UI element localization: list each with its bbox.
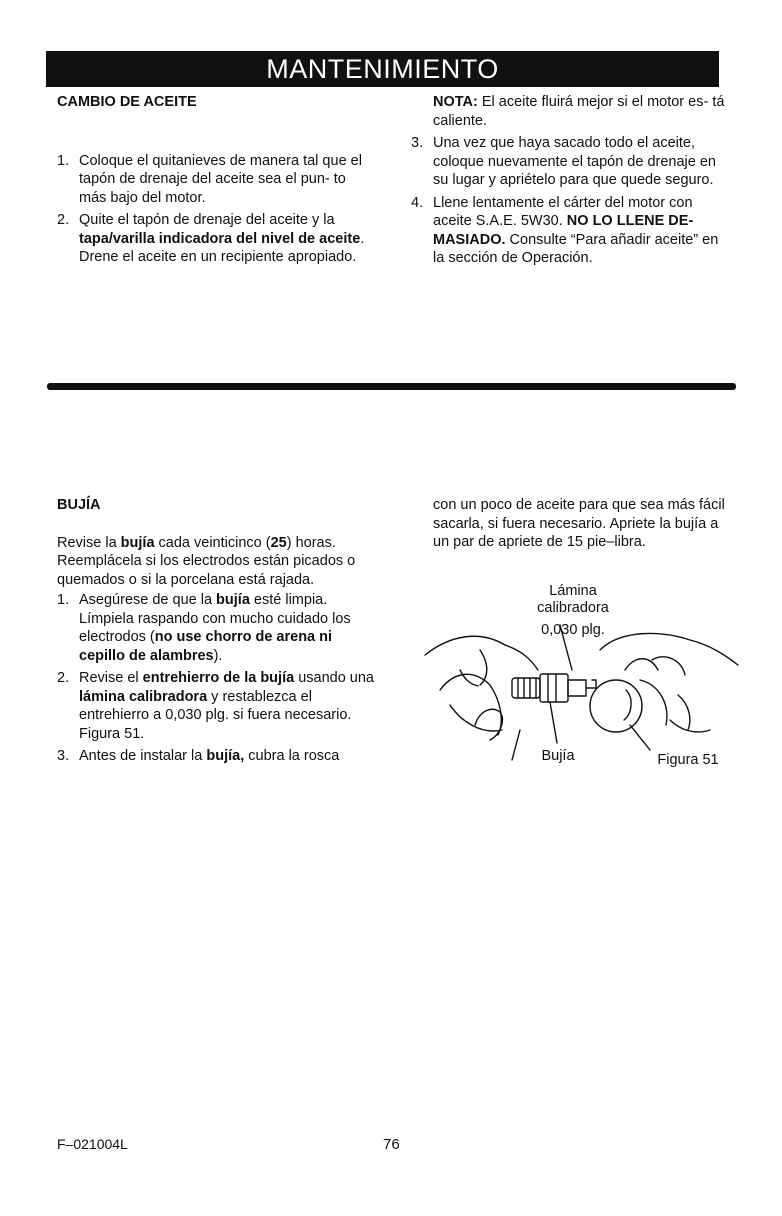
oil-heading: CAMBIO DE ACEITE — [57, 94, 197, 110]
step-text: Llene lentamente el cárter del motor con aceite S.A.E. 5W30. — [433, 194, 693, 229]
figure-caption: Figura 51 — [657, 752, 719, 768]
spark-continuation: con un poco de aceite para que sea más fácil sacarla, si fuera necesario. Apriete la bujía a un par de apriete de 15 pie–libra. — [433, 497, 725, 550]
spark-steps — [57, 591, 377, 766]
oil-step-3 — [411, 134, 731, 190]
step-text: Antes de instalar la — [79, 748, 207, 764]
section-banner: MANTENIMIENTO — [46, 51, 719, 87]
step-text: Consulte “Para añadir aceite” en la sección de Operación. — [433, 231, 719, 266]
step-number: 4. — [411, 194, 424, 211]
step-text: y restablezca el entrehierro a 0,030 plg. si fuera necesario. Figura 51. — [79, 688, 352, 742]
note-text: El aceite fluirá mejor si el motor es- tá caliente. — [433, 94, 725, 129]
gap-label: 0,030 plg. — [541, 622, 605, 638]
oil-left-column — [57, 93, 377, 271]
step-number: 1. — [57, 592, 70, 608]
oil-step-1 — [57, 152, 377, 208]
spark-step-3 — [57, 747, 377, 766]
gauge-label-line1: Lámina — [549, 583, 597, 599]
step-number: 3. — [57, 748, 70, 764]
section-divider — [47, 383, 736, 390]
intro-text: ) horas. Reemplácela si los electrodos están picados o quemados o si la porcelana está rajada. — [57, 534, 356, 588]
oil-step-4 — [411, 194, 731, 268]
step-text: Asegúrese de que la — [79, 592, 217, 608]
step-bold-text: NO LO LLENE DE- MASIADO. — [433, 213, 694, 248]
page-number: 76 — [383, 1136, 400, 1153]
step-text: esté limpia. Límpiela raspando con mucho cuidado los electrodos ( — [79, 592, 351, 645]
step-bold-text: lámina calibradora — [79, 688, 208, 705]
step-bold-text: bujía — [216, 592, 250, 608]
intro-bold: 25 — [270, 534, 287, 551]
step-text: Una vez que haya sacado todo el aceite, coloque nuevamente el tapón de drenaje en su lugar y apriételo para que quede seguro. — [433, 135, 716, 188]
oil-right-column — [411, 93, 731, 272]
oil-steps-right — [411, 134, 731, 268]
step-text: Quite el tapón de drenaje del aceite y la — [79, 212, 335, 228]
spark-left-column — [57, 496, 377, 770]
oil-steps-left — [57, 152, 377, 267]
note-label: NOTA: — [433, 94, 478, 110]
step-text: cubra la rosca — [244, 748, 340, 764]
step-text: usando una — [294, 670, 374, 686]
step-number: 1. — [57, 152, 70, 169]
step-number: 2. — [57, 670, 70, 686]
step-number: 3. — [411, 135, 424, 151]
step-text: Coloque el quitanieves de manera tal que el tapón de drenaje del aceite sea el pun- to más bajo del motor. — [79, 152, 362, 206]
plug-label: Bujía — [541, 748, 575, 764]
step-bold-text: tapa/varilla indicadora del nivel de aceite — [79, 230, 361, 247]
oil-note — [411, 93, 731, 130]
step-bold-text: entrehierro de la bujía — [142, 670, 295, 686]
spark-step-2 — [57, 669, 377, 743]
step-text: ). — [213, 647, 223, 664]
spark-heading: BUJÍA — [57, 497, 101, 513]
intro-text: cada veinticinco ( — [154, 534, 271, 551]
spark-right-column — [433, 496, 733, 552]
step-bold-text: bujía, — [206, 748, 245, 764]
spark-step-1 — [57, 591, 377, 665]
step-bold-text: no use chorro de arena ni cepillo de alambres — [79, 629, 333, 664]
step-text: . Drene el aceite en un recipiente apropiado. — [79, 230, 365, 265]
document-code: F–021004L — [57, 1136, 128, 1152]
step-text: Revise el — [79, 670, 143, 686]
gauge-label-line2: calibradora — [537, 600, 609, 616]
oil-step-2 — [57, 211, 377, 267]
intro-text: Revise la — [57, 534, 121, 551]
intro-bold: bujía — [120, 534, 155, 551]
figure-51 — [420, 580, 740, 780]
step-number: 2. — [57, 212, 70, 228]
spark-intro — [57, 534, 377, 590]
